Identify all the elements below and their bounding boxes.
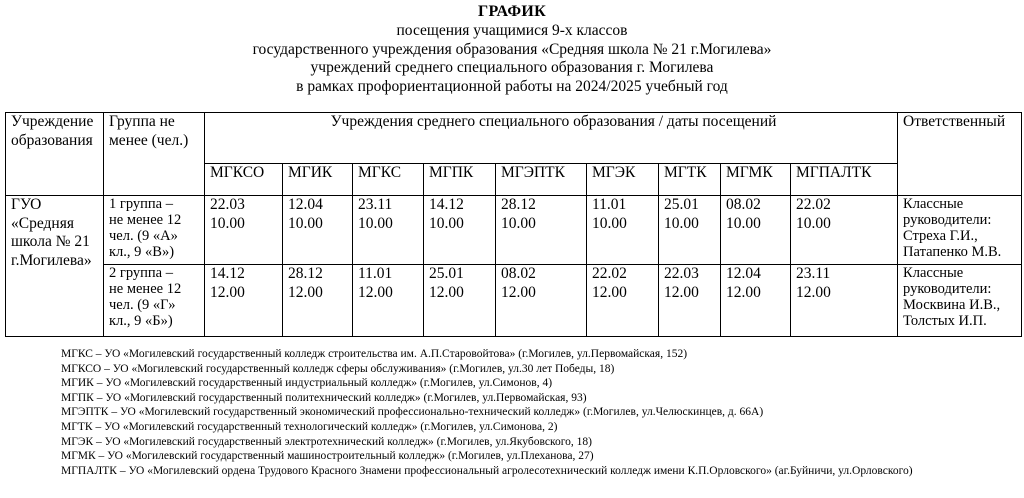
responsible-cell: Классные руководители: Стреха Г.И., Патапенко М.В.	[898, 196, 1022, 265]
institution-cell: ГУО «Средняя школа № 21 г.Могилева»	[6, 196, 104, 337]
note-line: МГИК – УО «Могилевский государственный индустриальный колледж» (г.Могилев, ул.Симонов, 4)	[61, 377, 553, 390]
document-title	[0, 3, 1024, 97]
date-cell: 28.12 12.00	[283, 265, 353, 337]
date-cell: 22.03 10.00	[205, 196, 283, 265]
date-cell: 25.01 10.00	[659, 196, 721, 265]
note-line: МГКС – УО «Могилевский государственный колледж строительства им. А.П.Старовойтова» (г.Могилев, ул.Первомайская, 152)	[61, 348, 688, 360]
note-line: МГЭПТК – УО «Могилевский государственный экономический профессионально-технический колледж» (г.Могилев, ул.Челюскинцев, д. 66А)	[61, 406, 764, 419]
college-code: МГИК	[283, 164, 353, 196]
date-cell: 14.12 10.00	[424, 196, 496, 265]
header-group: Группа не менее (чел.)	[104, 113, 205, 196]
date-cell: 14.12 12.00	[205, 265, 283, 337]
note-line: МГПК – УО «Могилевский государственный политехнический колледж» (г.Могилев, ул.Первомайская, 93)	[61, 391, 587, 404]
header-row	[6, 113, 1022, 164]
college-code: МГПАЛТК	[791, 164, 898, 196]
header-colleges: Учреждения среднего специального образования / даты посещений	[205, 113, 898, 164]
college-code: МГЭК	[587, 164, 659, 196]
table-row	[6, 265, 1022, 337]
date-cell: 08.02 12.00	[496, 265, 587, 337]
responsible-cell: Классные руководители: Москвина И.В., Толстых И.П.	[898, 265, 1022, 337]
college-code: МГТК	[659, 164, 721, 196]
abbreviation-notes	[61, 347, 961, 478]
group-cell: 2 группа – не менее 12 чел. (9 «Г» кл., 9 «Б»)	[104, 265, 205, 337]
date-cell: 25.01 12.00	[424, 265, 496, 337]
date-cell: 28.12 10.00	[496, 196, 587, 265]
title-line: учреждений среднего специального образования г. Могилева	[310, 59, 714, 77]
college-code: МГКС	[353, 164, 424, 196]
date-cell: 11.01 12.00	[353, 265, 424, 337]
date-cell: 23.11 10.00	[353, 196, 424, 265]
college-code: МГКСО	[205, 164, 283, 196]
title-line: государственного учреждения образования «Средняя школа № 21 г.Могилева»	[252, 40, 772, 58]
title-line: посещения учащимися 9-х классов	[396, 21, 628, 39]
header-responsible: Ответственный	[898, 113, 1022, 196]
note-line: МГКСО – УО «Могилевский государственный колледж сферы обслуживания» (г.Могилев, ул.30 лет Победы, 18)	[61, 362, 615, 375]
table-row	[6, 196, 1022, 265]
date-cell: 11.01 10.00	[587, 196, 659, 265]
schedule-table	[5, 112, 1022, 337]
college-code: МГМК	[721, 164, 791, 196]
note-line: МГМК – УО «Могилевский государственный машиностроительный колледж» (г.Могилев, ул.Плеханова, 27)	[61, 450, 594, 463]
note-line: МГЭК – УО «Могилевский государственный электротехнический колледж» (г.Могилев, ул.Якубовского, 18)	[61, 435, 592, 448]
date-cell: 22.02 10.00	[791, 196, 898, 265]
date-cell: 22.03 12.00	[659, 265, 721, 337]
note-line: МГТК – УО «Могилевский государственный технологический колледж» (г.Могилев, ул.Симонова, 2)	[61, 420, 558, 433]
date-cell: 08.02 10.00	[721, 196, 791, 265]
date-cell: 12.04 10.00	[283, 196, 353, 265]
college-code: МГПК	[424, 164, 496, 196]
note-line-last: МГПАЛТК – УО «Могилевский ордена Трудового Красного Знамени профессиональный агролесотехнический колледж имени К.П.Орловского» (аг.Буйничи, ул.Орловского)	[61, 464, 913, 477]
group-cell: 1 группа – не менее 12 чел. (9 «А» кл., 9 «В»)	[104, 196, 205, 265]
date-cell: 22.02 12.00	[587, 265, 659, 337]
college-code: МГЭПТК	[496, 164, 587, 196]
title-line: в рамках профориентационной работы на 2024/2025 учебный год	[296, 78, 728, 96]
header-institution: Учреждение образования	[6, 113, 104, 196]
date-cell: 12.04 12.00	[721, 265, 791, 337]
date-cell: 23.11 12.00	[791, 265, 898, 337]
title-main: ГРАФИК	[477, 3, 547, 20]
